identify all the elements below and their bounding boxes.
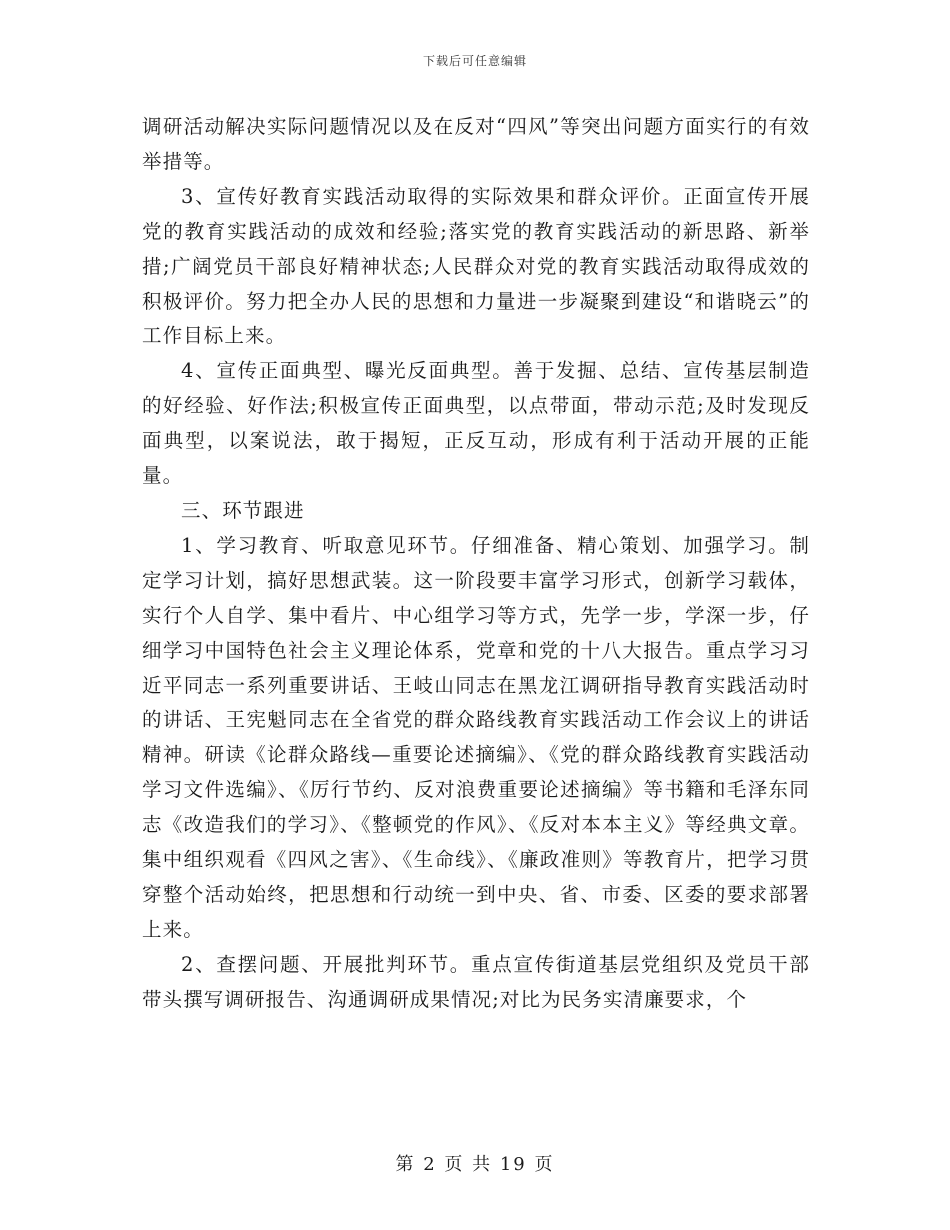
page-header: 下载后可任意编辑 xyxy=(422,54,527,68)
paragraph-5: 2、查摆问题、开展批判环节。重点宣传街道基层党组织及党员干部带头撰写调研报告、沟通调研成果情况;对比为民务实清廉要求，个 xyxy=(142,952,810,1011)
paragraph-4: 1、学习教育、听取意见环节。仔细准备、精心策划、加强学习。制定学习计划，搞好思想武装。这一阶段要丰富学习形式，创新学习载体，实行个人自学、集中看片、中心组学习等方式，先学一步，学深一步，仔细学习中国特色社会主义理论体系，党章和党的十八大报告。重点学习习近平同志一系列重要讲话、王岐山同志在黑龙江调研指导教育实践活动时的讲话、王宪魁同志在全省党的群众路线教育实践活动工作会议上的讲话精神。研读《论群众路线—重要论述摘编》、《党的群众路线教育实践活动学习文件选编》、《厉行节约、反对浪费重要论述摘编》等书籍和毛泽东同志《改造我们的学习》、《整顿党的作风》、《反对本本主义》等经典文章。集中组织观看《四风之害》、《生命线》、《廉政准则》等教育片，把学习贯穿整个活动始终，把思想和行动统一到中央、省、市委、区委的要求部署上来。 xyxy=(142,533,810,941)
page-footer: 第 2 页 共 19 页 xyxy=(395,1154,555,1175)
paragraph-3: 4、宣传正面典型、曝光反面典型。善于发掘、总结、宣传基层制造的好经验、好作法;积极宣传正面典型，以点带面，带动示范;及时发现反面典型，以案说法，敢于揭短，正反互动，形成有利于活动开展的正能量。 xyxy=(142,359,810,488)
section-heading: 三、环节跟进 xyxy=(181,498,305,522)
body-text xyxy=(142,110,810,1018)
paragraph-2: 3、宣传好教育实践活动取得的实际效果和群众评价。正面宣传开展党的教育实践活动的成效和经验;落实党的教育实践活动的新思路、新举措;广阔党员干部良好精神状态;人民群众对党的教育实践活动取得成效的积极评价。努力把全办人民的思想和力量进一步凝聚到建设“和谐晓云”的工作目标上来。 xyxy=(142,184,810,348)
paragraph-1: 调研活动解决实际问题情况以及在反对“四风”等突出问题方面实行的有效举措等。 xyxy=(142,115,810,173)
